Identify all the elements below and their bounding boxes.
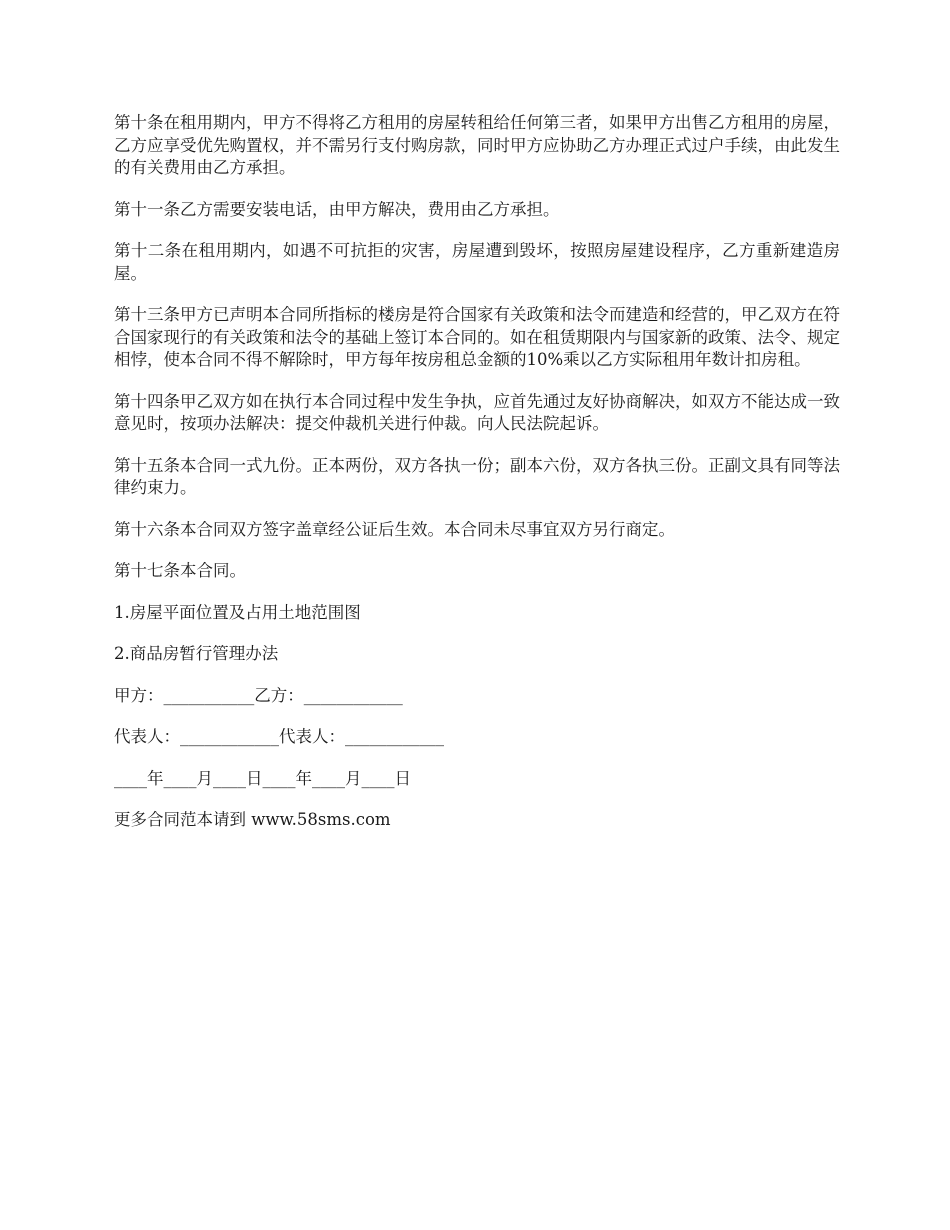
clause-11: 第十一条乙方需要安装电话，由甲方解决，费用由乙方承担。 <box>114 199 560 219</box>
clause-16: 第十六条本合同双方签字盖章经公证后生效。本合同未尽事宜双方另行商定。 <box>114 519 675 539</box>
party-signature-line: 甲方：___________乙方：____________ <box>114 685 403 705</box>
clause-13: 第十三条甲方已声明本合同所指标的楼房是符合国家有关政策和法令而建造和经营的，甲乙双方在符合国家现行的有关政策和法令的基础上签订本合同的。如在租赁期限内与国家新的政策、法令、规定相悖，使本合同不得不解除时，甲方每年按房租总金额的10%乘以乙方实际租用年数计扣房租。 <box>114 305 840 369</box>
date-line: ____年____月____日____年____月____日 <box>114 768 411 788</box>
attachment-2: 2.商品房暂行管理办法 <box>114 644 279 663</box>
clause-17: 第十七条本合同。 <box>114 561 246 580</box>
footer-note: 更多合同范本请到 www.58sms.com <box>114 810 391 829</box>
document-body <box>114 112 840 851</box>
clause-10: 第十条在租用期内，甲方不得将乙方租用的房屋转租给任何第三者，如果甲方出售乙方租用的房屋，乙方应享受优先购置权，并不需另行支付购房款，同时甲方应协助乙方办理正式过户手续，由此发生的有关费用由乙方承担。 <box>114 113 840 177</box>
clause-14: 第十四条甲乙双方如在执行本合同过程中发生争执，应首先通过友好协商解决，如双方不能达成一致意见时，按项办法解决：提交仲裁机关进行仲裁。向人民法院起诉。 <box>114 391 840 433</box>
representative-signature-line: 代表人：____________代表人：____________ <box>114 727 444 746</box>
attachment-1: 1.房屋平面位置及占用土地范围图 <box>114 602 361 622</box>
clause-12: 第十二条在租用期内，如遇不可抗拒的灾害，房屋遭到毁坏，按照房屋建设程序，乙方重新建造房屋。 <box>114 241 840 283</box>
clause-15: 第十五条本合同一式九份。正本两份，双方各执一份；副本六份，双方各执三份。正副文具有同等法律约束力。 <box>114 455 840 497</box>
